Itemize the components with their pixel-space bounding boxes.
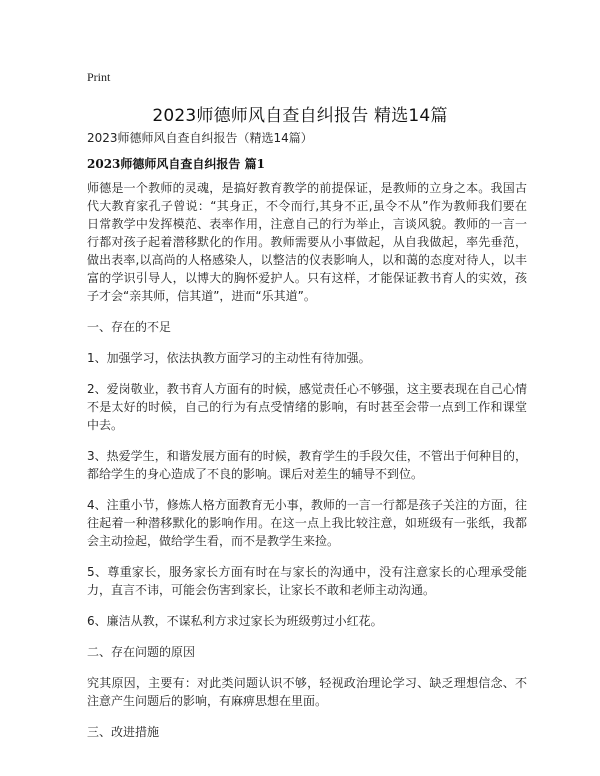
heading-improvements: 三、改进措施 bbox=[87, 725, 160, 739]
paragraph-intro: 师德是一个教师的灵魂，是搞好教育教学的前提保证，是教师的立身之本。我国古代大教育家孔子曾说：“其身正，不令而行,其身不正,虽令不从”作为教师我们要在日常教学中发挥模范、表率作用，注意自己的行为举止，言谈风貌。教师的一言一行都对孩子起着潜移默化的作用。教师需要从小事做起，从自我做起，率先垂范，做出表率,以高尚的人格感染人，以整洁的仪表影响人，以和蔼的态度对待人，以丰富的学识引导人，以博大的胸怀爱护人。只有这样，才能保证教书育人的实效，孩子才会“亲其师，信其道”，进而“乐其道”。 bbox=[87, 181, 527, 303]
section-heading: 2023师德师风自查自纠报告 篇1 bbox=[87, 157, 265, 171]
heading-shortcomings: 一、存在的不足 bbox=[87, 320, 172, 334]
document-body bbox=[87, 130, 527, 754]
print-link[interactable]: Print bbox=[87, 70, 111, 84]
document-title: 2023师德师风自查自纠报告 精选14篇 bbox=[152, 106, 448, 126]
paragraph-item-5: 5、尊重家长，服务家长方面有时在与家长的沟通中，没有注意家长的心理承受能力，直言不讳，可能会伤害到家长，让家长不敢和老师主动沟通。 bbox=[87, 565, 527, 597]
paragraph-item-1: 1、加强学习，依法执教方面学习的主动性有待加强。 bbox=[87, 351, 371, 365]
paragraph-item-3: 3、热爱学生，和谐发展方面有的时候，教育学生的手段欠佳，不管出于何种目的，都给学生的身心造成了不良的影响。课后对差生的辅导不到位。 bbox=[87, 449, 527, 481]
paragraph-item-4: 4、注重小节，修炼人格方面教育无小事，教师的一言一行都是孩子关注的方面，往往起着一种潜移默化的影响作用。在这一点上我比较注意，如班级有一张纸，我都会主动捡起，做给学生看，而不是教学生来捡。 bbox=[87, 498, 527, 548]
paragraph-item-2: 2、爱岗敬业，教书育人方面有的时候，感觉责任心不够强，这主要表现在自己心情不是太好的时候，自己的行为有点受情绪的影响，有时甚至会带一点到工作和课堂中去。 bbox=[87, 382, 527, 432]
paragraph-item-6: 6、廉洁从教，不谋私利方求过家长为班级剪过小红花。 bbox=[87, 614, 383, 628]
heading-causes: 二、存在问题的原因 bbox=[87, 645, 196, 659]
document-subtitle: 2023师德师风自查自纠报告（精选14篇） bbox=[87, 131, 313, 145]
paragraph-causes: 究其原因，主要有：对此类问题认识不够，轻视政治理论学习、缺乏理想信念、不注意产生问题后的影响，有麻痹思想在里面。 bbox=[87, 676, 527, 708]
